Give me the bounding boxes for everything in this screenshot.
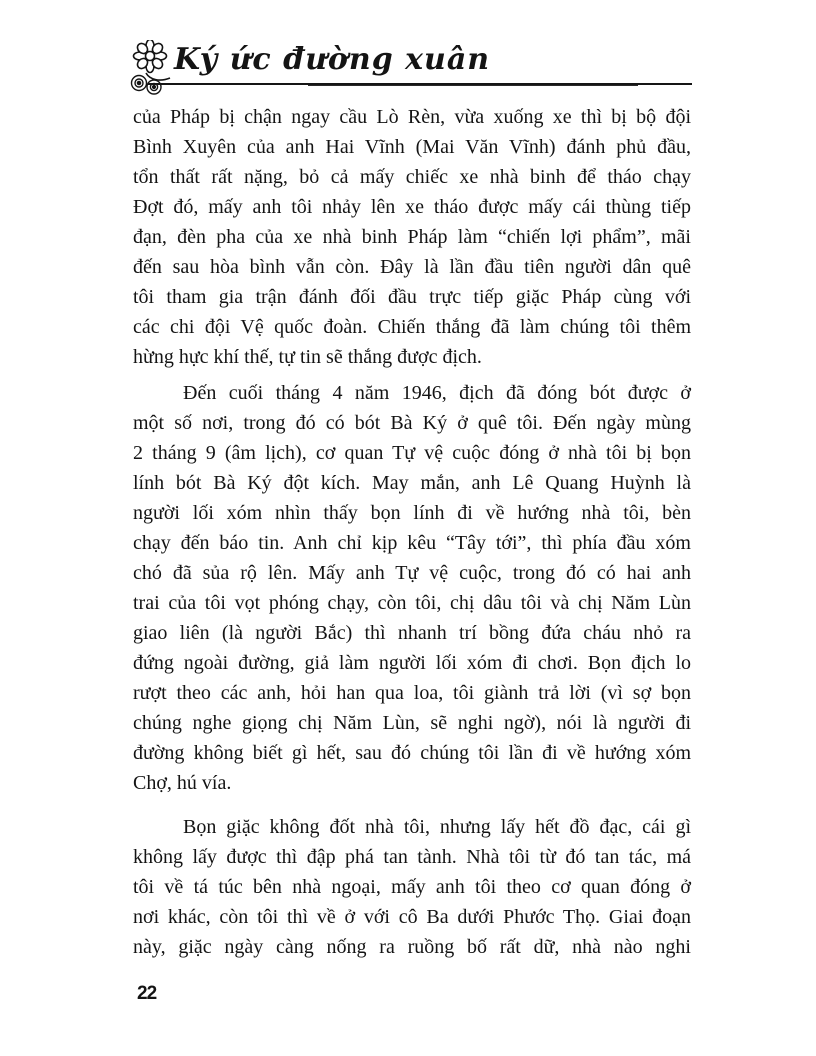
text-line: các chi đội Vệ quốc đoàn. Chiến thắng đã làm chúng tôi thêm (133, 316, 691, 338)
flower-ornament-icon (130, 40, 176, 96)
paragraph (133, 812, 691, 962)
text-line: của Pháp bị chận ngay cầu Lò Rèn, vừa xuống xe thì bị bộ đội (133, 106, 691, 128)
page-header (130, 38, 692, 96)
text-line: Bình Xuyên của anh Hai Vĩnh (Mai Văn Vĩnh) đánh phủ đầu, (133, 136, 691, 158)
paragraph (133, 102, 691, 372)
text-line: trai của tôi vọt phóng chạy, còn tôi, chị dâu tôi và chị Năm Lùn (133, 592, 691, 614)
text-line: Đến cuối tháng 4 năm 1946, địch đã đóng bót được ở (183, 382, 691, 404)
text-line: đến sau hòa bình vẫn còn. Đây là lần đầu tiên người dân quê (133, 256, 691, 278)
text-line: chúng nghe giọng chị Năm Lùn, sẽ nghi ngờ), nói là người đi (133, 712, 691, 734)
text-line: lính bót Bà Ký đột kích. May mắn, anh Lê Quang Huỳnh là (133, 472, 691, 494)
text-line: một số nơi, trong đó có bót Bà Ký ở quê tôi. Đến ngày mùng (133, 412, 691, 434)
header-rule (148, 83, 692, 85)
text-line: Chợ, hú vía. (133, 772, 232, 794)
text-line: tôi tham gia trận đánh đối đầu trực tiếp giặc Pháp cùng với (133, 286, 691, 308)
text-line: rượt theo các anh, hỏi han qua loa, tôi giành trả lời (vì sợ bọn (133, 682, 691, 704)
text-line: không lấy được thì đập phá tan tành. Nhà tôi từ đó tan tác, má (133, 846, 691, 868)
page-number: 22 (137, 983, 157, 1004)
text-line: nơi khác, còn tôi thì về ở với cô Ba dưới Phước Thọ. Giai đoạn (133, 906, 691, 928)
text-line: chạy đến báo tin. Anh chỉ kịp kêu “Tây tới”, thì phía đầu xóm (133, 532, 691, 554)
text-line: đứng ngoài đường, giả làm người lối xóm đi chơi. Bọn địch lo (133, 652, 691, 674)
body-text (133, 102, 691, 962)
text-line: giao liên (là người Bắc) thì nhanh trí bồng đứa cháu nhỏ ra (133, 622, 691, 644)
text-line: này, giặc ngày càng nống ra ruồng bố rất dữ, nhà nào nghi (133, 936, 691, 958)
text-line: Bọn giặc không đốt nhà tôi, nhưng lấy hết đồ đạc, cái gì (183, 816, 691, 838)
text-line: đường không biết gì hết, sau đó chúng tôi lần đi về hướng xóm (133, 742, 691, 764)
paragraph (133, 378, 691, 798)
text-line: Đợt đó, mấy anh tôi nhảy lên xe tháo được mấy cái thùng tiếp (133, 196, 691, 218)
text-line: chó đã sủa rộ lên. Mấy anh Tự vệ cuộc, trong đó có hai anh (133, 562, 691, 584)
text-line: tổn thất rất nặng, bỏ cả mấy chiếc xe nhà binh để tháo chạy (133, 166, 691, 188)
text-line: tôi về tá túc bên nhà ngoại, mấy anh tôi theo cơ quan đóng ở (133, 876, 691, 898)
text-line: 2 tháng 9 (âm lịch), cơ quan Tự vệ cuộc đóng ở nhà tôi bị bọn (133, 442, 691, 464)
running-header-title: Ký ức đường xuân (174, 42, 491, 77)
text-line: hừng hực khí thế, tự tin sẽ thắng được địch. (133, 346, 482, 368)
text-line: đạn, đèn pha của xe nhà binh Pháp làm “chiến lợi phẩm”, mãi (133, 226, 691, 248)
text-line: người lối xóm nhìn thấy bọn lính đi về hướng nhà tôi, bèn (133, 502, 691, 524)
